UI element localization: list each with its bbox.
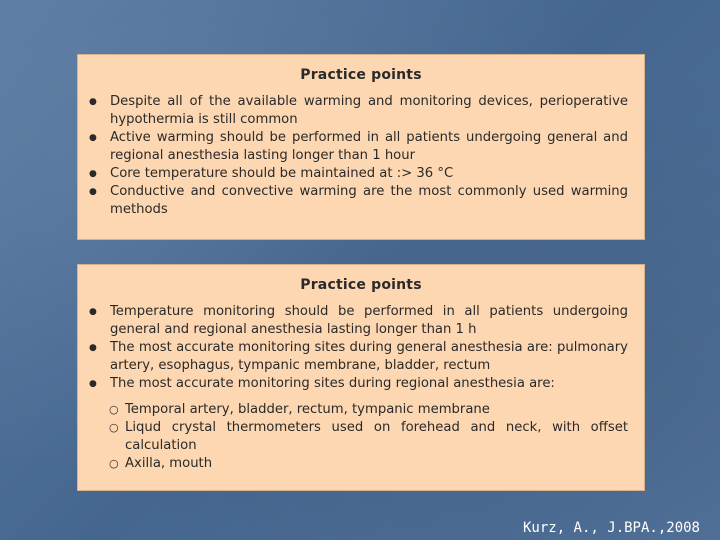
bullet-item: ● The most accurate monitoring sites during general anesthesia are: pulmonary artery, esophagus, tympanic membrane, bladder, rectum [110,339,628,375]
bullet-list [78,93,644,219]
box-title: Practice points [300,277,422,293]
bullet-item: ● Despite all of the available warming and monitoring devices, perioperative hypothermia is still common [110,93,628,129]
bullet-item: ● Core temperature should be maintained at :> 36 °C [110,165,628,183]
sub-bullet-list [78,401,644,473]
box-title: Practice points [300,67,422,83]
bullet-item: ● Active warming should be performed in all patients undergoing general and regional anesthesia lasting longer than 1 hour [110,129,628,165]
bullet-item: ● Temperature monitoring should be performed in all patients undergoing general and regional anesthesia lasting longer than 1 h [110,303,628,339]
practice-points-box-1 [77,54,645,240]
sub-bullet-item: ○ Temporal artery, bladder, rectum, tympanic membrane [125,401,628,419]
bullet-item: ● The most accurate monitoring sites during regional anesthesia are: [110,375,628,393]
bullet-item: ● Conductive and convective warming are the most commonly used warming methods [110,183,628,219]
citation-caption: Kurz, A., J.BPA.,2008 [522,520,700,536]
sub-bullet-item: ○ Liqud crystal thermometers used on forehead and neck, with offset calculation [125,419,628,455]
sub-bullet-item: ○ Axilla, mouth [125,455,628,473]
practice-points-box-2 [77,264,645,491]
bullet-list [78,303,644,393]
